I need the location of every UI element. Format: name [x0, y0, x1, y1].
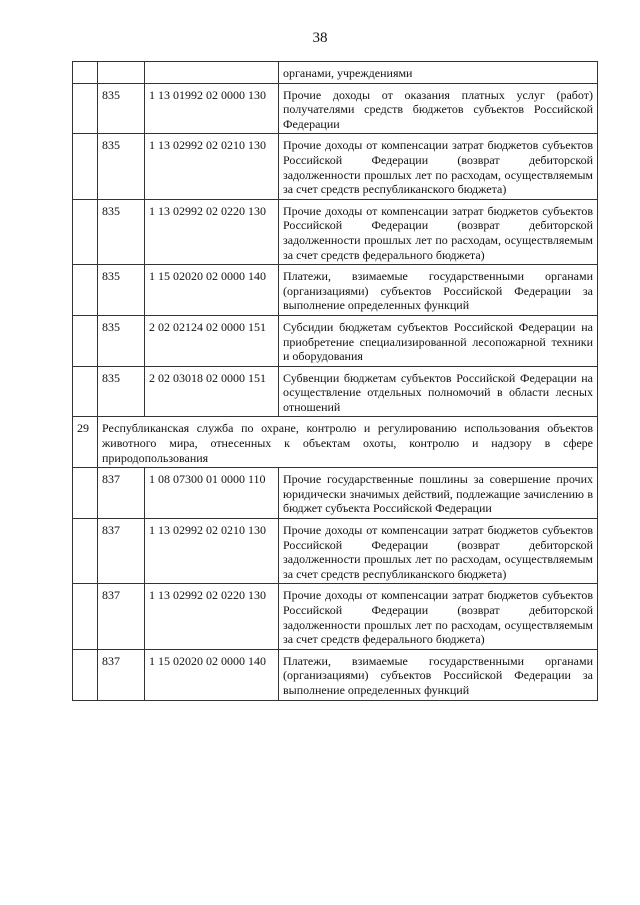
table-row: [73, 62, 598, 84]
table-row: [73, 83, 598, 134]
table-row: [73, 584, 598, 649]
admin-code-cell: 835: [98, 366, 145, 417]
budget-code-cell: 1 13 01992 02 0000 130: [145, 83, 279, 134]
row-index-cell: [73, 265, 98, 316]
row-index-cell: [73, 519, 98, 584]
budget-code-cell: 1 13 02992 02 0220 130: [145, 584, 279, 649]
row-index-cell: [73, 199, 98, 264]
section-row: [73, 417, 598, 468]
admin-code-cell: 837: [98, 584, 145, 649]
admin-code-cell: [98, 62, 145, 84]
revenue-description-cell: Прочие доходы от оказания платных услуг (работ) получателями средств бюджетов субъектов Российской Федерации: [279, 83, 598, 134]
admin-code-cell: 835: [98, 83, 145, 134]
table-row: [73, 366, 598, 417]
revenue-description-cell: Прочие доходы от компенсации затрат бюджетов субъектов Российской Федерации (возврат дебиторской задолженности прошлых лет по расходам, осуществляемым за счет средств республиканского бюджета): [279, 134, 598, 199]
budget-code-cell: 2 02 02124 02 0000 151: [145, 315, 279, 366]
row-index-cell: [73, 584, 98, 649]
admin-code-cell: 835: [98, 315, 145, 366]
revenue-description-cell: Прочие государственные пошлины за совершение прочих юридически значимых действий, подлежащие зачислению в бюджет субъекта Российской Федерации: [279, 468, 598, 519]
section-title: Республиканская служба по охране, контролю и регулированию использования объектов животного мира, отнесенных к объектам охоты, контролю и надзору в сфере природопользования: [98, 417, 598, 468]
revenue-description-cell: Прочие доходы от компенсации затрат бюджетов субъектов Российской Федерации (возврат дебиторской задолженности прошлых лет по расходам, осуществляемым за счет средств республиканского бюджета): [279, 519, 598, 584]
revenue-description-cell: Прочие доходы от компенсации затрат бюджетов субъектов Российской Федерации (возврат дебиторской задолженности прошлых лет по расходам, осуществляемым за счет средств федерального бюджета): [279, 584, 598, 649]
revenue-description-cell: Субсидии бюджетам субъектов Российской Федерации на приобретение специализированной лесопожарной техники и оборудования: [279, 315, 598, 366]
row-index-cell: [73, 134, 98, 199]
budget-code-cell: 1 13 02992 02 0210 130: [145, 134, 279, 199]
revenue-description-cell: Прочие доходы от компенсации затрат бюджетов субъектов Российской Федерации (возврат дебиторской задолженности прошлых лет по расходам, осуществляемым за счет средств федерального бюджета): [279, 199, 598, 264]
row-index-cell: [73, 315, 98, 366]
page-number: 38: [312, 30, 328, 46]
table-row: [73, 199, 598, 264]
budget-code-cell: 1 08 07300 01 0000 110: [145, 468, 279, 519]
table-row: [73, 265, 598, 316]
admin-code-cell: 837: [98, 468, 145, 519]
budget-code-cell: 1 15 02020 02 0000 140: [145, 265, 279, 316]
row-index-cell: [73, 83, 98, 134]
table-row: [73, 468, 598, 519]
admin-code-cell: 835: [98, 199, 145, 264]
row-index-cell: [73, 62, 98, 84]
budget-code-cell: 1 13 02992 02 0210 130: [145, 519, 279, 584]
revenue-description-cell: Платежи, взимаемые государственными органами (организациями) субъектов Российской Федерации за выполнение определенных функций: [279, 649, 598, 700]
section-index: 29: [73, 417, 98, 468]
budget-code-cell: 2 02 03018 02 0000 151: [145, 366, 279, 417]
table-body: [73, 62, 598, 701]
table-row: [73, 134, 598, 199]
row-index-cell: [73, 649, 98, 700]
budget-code-cell: 1 15 02020 02 0000 140: [145, 649, 279, 700]
revenue-description-cell: органами, учреждениями: [279, 62, 598, 84]
admin-code-cell: 837: [98, 649, 145, 700]
admin-code-cell: 835: [98, 134, 145, 199]
table-row: [73, 519, 598, 584]
admin-code-cell: 837: [98, 519, 145, 584]
table-row: [73, 649, 598, 700]
budget-code-cell: 1 13 02992 02 0220 130: [145, 199, 279, 264]
table-row: [73, 315, 598, 366]
revenue-description-cell: Субвенции бюджетам субъектов Российской Федерации на осуществление отдельных полномочий в области лесных отношений: [279, 366, 598, 417]
row-index-cell: [73, 468, 98, 519]
row-index-cell: [73, 366, 98, 417]
revenue-codes-table: [72, 61, 598, 701]
admin-code-cell: 835: [98, 265, 145, 316]
revenue-description-cell: Платежи, взимаемые государственными органами (организациями) субъектов Российской Федерации за выполнение определенных функций: [279, 265, 598, 316]
budget-code-cell: [145, 62, 279, 84]
